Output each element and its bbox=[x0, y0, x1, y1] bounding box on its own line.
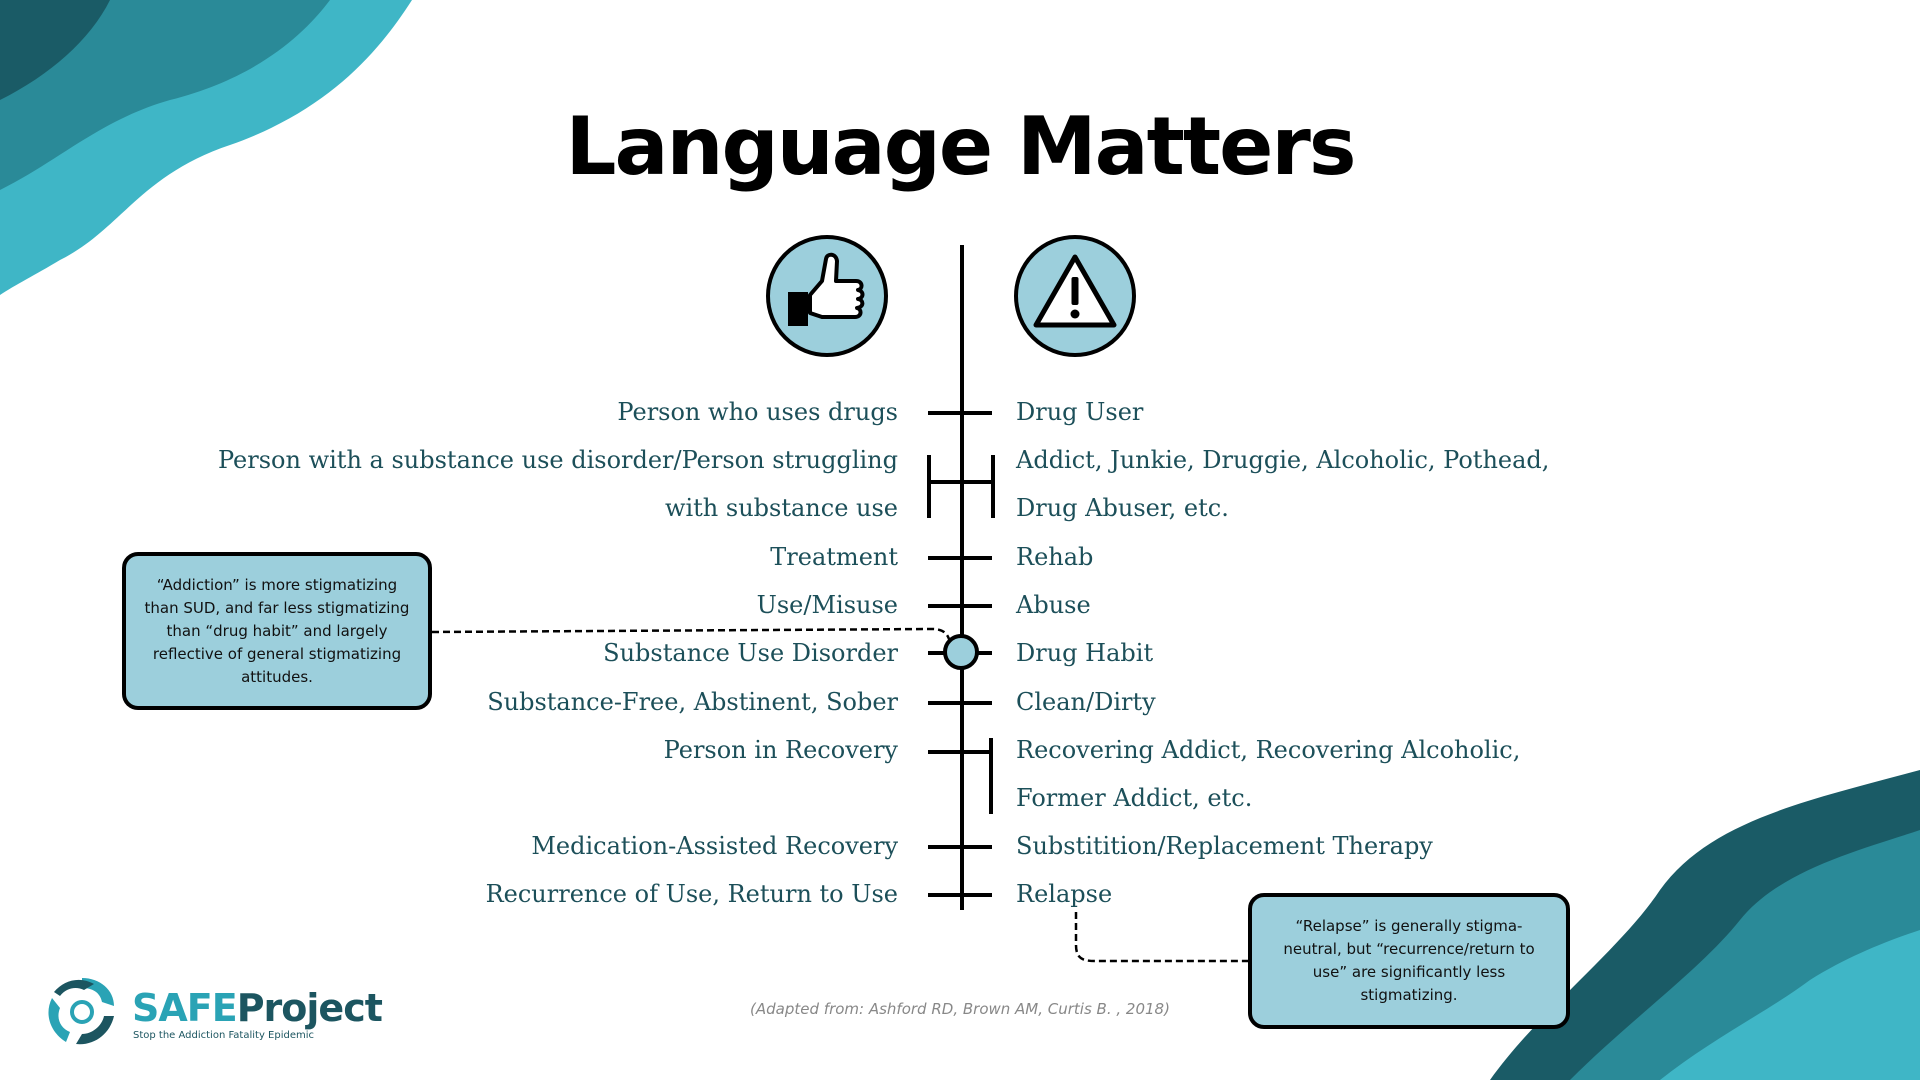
relapse-note-box bbox=[1248, 893, 1570, 1029]
stigmatizing-term: Former Addict, etc. bbox=[1016, 784, 1253, 812]
page-title: Language Matters bbox=[565, 100, 1355, 193]
relapse-note-text: “Relapse” is generally stigma-neutral, but “recurrence/return to use” are significantly less stigmatizing. bbox=[1283, 917, 1535, 1004]
safe-project-logo-mark bbox=[40, 972, 124, 1052]
stigmatizing-term: Rehab bbox=[1016, 543, 1094, 571]
logo-wordmark bbox=[132, 986, 382, 1030]
stigmatizing-term: Drug Abuser, etc. bbox=[1016, 494, 1229, 522]
stigmatizing-term: Clean/Dirty bbox=[1016, 688, 1156, 716]
stigmatizing-term: Addict, Junkie, Druggie, Alcoholic, Pothead, bbox=[1016, 446, 1550, 474]
logo-wordmark-safe: SAFE bbox=[132, 986, 237, 1030]
preferred-term: Substance Use Disorder bbox=[603, 639, 898, 667]
preferred-term: Treatment bbox=[770, 543, 898, 571]
relapse-note-connector bbox=[1076, 912, 1248, 961]
logo-wordmark-project: Project bbox=[236, 986, 382, 1030]
logo-tagline: Stop the Addiction Fatality Epidemic bbox=[133, 1030, 315, 1041]
preferred-term: Person in Recovery bbox=[663, 736, 898, 764]
stigmatizing-term: Drug User bbox=[1016, 398, 1144, 426]
preferred-term: with substance use bbox=[664, 494, 898, 522]
preferred-term: Person with a substance use disorder/Person struggling bbox=[217, 446, 898, 474]
stigmatizing-term: Relapse bbox=[1016, 880, 1113, 908]
addiction-note-box bbox=[122, 552, 432, 710]
stigmatizing-term: Drug Habit bbox=[1016, 639, 1154, 667]
citation: (Adapted from: Ashford RD, Brown AM, Curtis B. , 2018) bbox=[750, 1000, 1170, 1018]
preferred-term: Medication-Assisted Recovery bbox=[531, 832, 898, 860]
preferred-term: Substance-Free, Abstinent, Sober bbox=[487, 688, 898, 716]
preferred-term: Person who uses drugs bbox=[617, 398, 898, 426]
stigmatizing-term: Substitition/Replacement Therapy bbox=[1016, 832, 1433, 860]
preferred-term: Use/Misuse bbox=[756, 591, 898, 619]
preferred-term: Recurrence of Use, Return to Use bbox=[485, 880, 898, 908]
addiction-note-text: “Addiction” is more stigmatizing than SUD, and far less stigmatizing than “drug habit” and largely reflective of general stigmatizing attitudes. bbox=[144, 575, 410, 686]
stigmatizing-term: Abuse bbox=[1016, 591, 1091, 619]
stigmatizing-term: Recovering Addict, Recovering Alcoholic, bbox=[1016, 736, 1521, 764]
